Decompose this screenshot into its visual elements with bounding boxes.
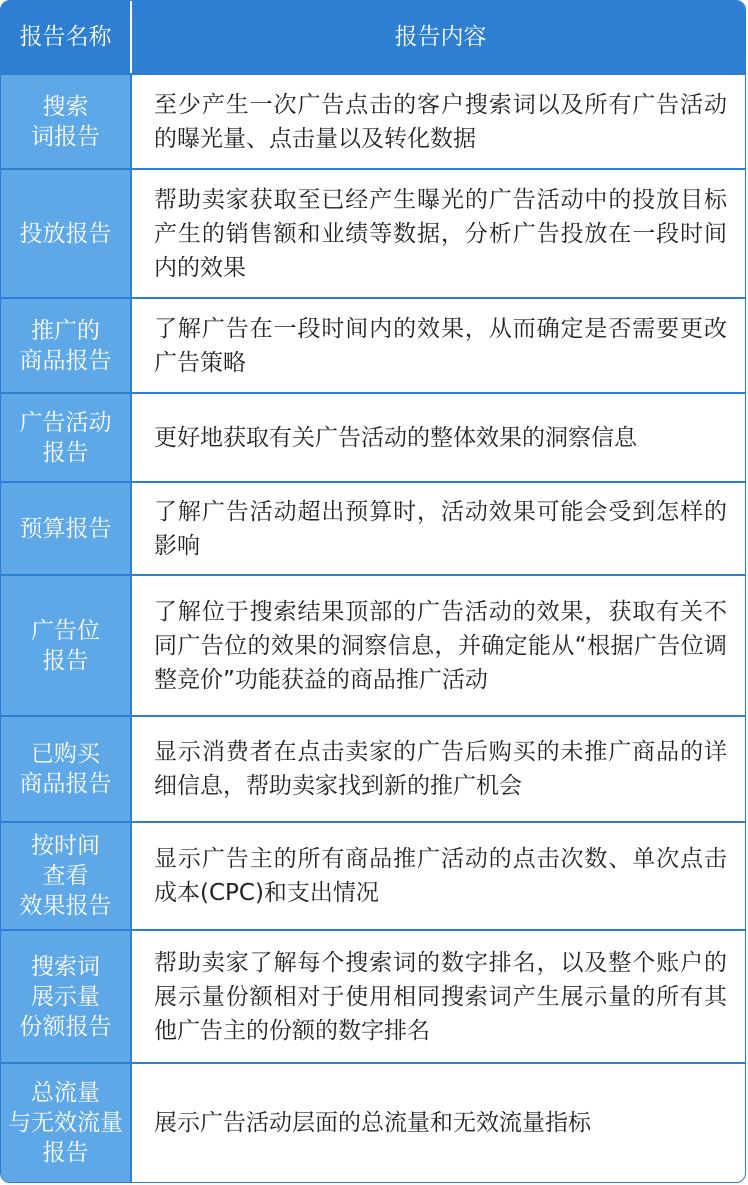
table-row xyxy=(1,823,745,931)
table-row xyxy=(1,931,745,1064)
report-content: 了解位于搜索结果顶部的广告活动的效果，获取有关不同广告位的效果的洞察信息，并确定能从“根据广告位调整竞价”功能获益的商品推广活动 xyxy=(154,598,727,693)
report-content: 显示消费者在点击卖家的广告后购买的未推广商品的详细信息，帮助卖家找到新的推广机会 xyxy=(154,739,727,799)
report-name: 广告位 报告 xyxy=(1,576,132,715)
report-content: 显示广告主的所有商品推广活动的点击次数、单次点击成本(CPC)和支出情况 xyxy=(154,846,727,906)
report-name: 已购买 商品报告 xyxy=(1,717,132,821)
header-report-content: 报告内容 xyxy=(394,24,487,50)
report-content: 帮助卖家获取至已经产生曝光的广告活动中的投放目标产生的销售额和业绩等数据，分析广告投放在一段时间内的效果 xyxy=(154,186,727,281)
report-name: 推广的 商品报告 xyxy=(1,299,132,392)
report-name: 搜索词 展示量 份额报告 xyxy=(1,931,132,1062)
report-name: 预算报告 xyxy=(1,483,132,574)
report-name: 搜索 词报告 xyxy=(1,75,132,168)
report-content: 了解广告在一段时间内的效果，从而确定是否需要更改广告策略 xyxy=(154,315,727,376)
table-row xyxy=(1,576,745,717)
report-content: 展示广告活动层面的总流量和无效流量指标 xyxy=(154,1110,591,1136)
table-row xyxy=(1,1064,745,1182)
table-row xyxy=(1,394,745,483)
report-name: 广告活动 报告 xyxy=(1,394,132,481)
table-row xyxy=(1,75,745,170)
report-content: 帮助卖家了解每个搜索词的数字排名，以及整个账户的展示量份额相对于使用相同搜索词产生展示量的所有其他广告主的份额的数字排名 xyxy=(154,949,727,1044)
report-content: 了解广告活动超出预算时，活动效果可能会受到怎样的影响 xyxy=(154,498,727,559)
report-content: 更好地获取有关广告活动的整体效果的洞察信息 xyxy=(154,424,637,451)
report-name: 投放报告 xyxy=(1,170,132,297)
table-row xyxy=(1,483,745,576)
header-report-name: 报告名称 xyxy=(1,1,132,73)
report-content: 至少产生一次广告点击的客户搜索词以及所有广告活动的曝光量、点击量以及转化数据 xyxy=(154,91,727,152)
table-row xyxy=(1,170,745,299)
table-row xyxy=(1,717,745,823)
table-row xyxy=(1,299,745,394)
table-header xyxy=(1,1,745,75)
report-name: 按时间 查看 效果报告 xyxy=(1,823,132,929)
report-name: 总流量 与无效流量 报告 xyxy=(1,1064,132,1182)
